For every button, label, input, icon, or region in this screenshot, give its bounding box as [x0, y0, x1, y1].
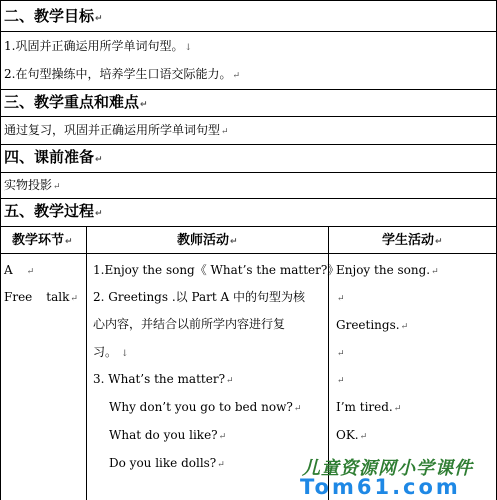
paragraph-mark: ↵ — [337, 376, 345, 386]
rule-goals-title — [0, 31, 497, 32]
paragraph-mark: ↵ — [337, 349, 345, 359]
paragraph-mark: ↵ — [431, 267, 439, 277]
goals-item-2-text: 2.在句型操练中，培养学生口语交际能力。 — [4, 67, 232, 81]
teacher-line-8 — [109, 457, 225, 470]
keypoints-heading-text: 三、教学重点和难点 — [4, 93, 140, 111]
teacher-line-6 — [109, 401, 301, 414]
teacher-line-7 — [109, 429, 226, 442]
teacher-line-3-text: 心内容，并结合以前所学内容进行复 — [93, 317, 286, 331]
stage-cell-line-1 — [4, 264, 34, 277]
preparation-heading-text: 四、课前准备 — [4, 148, 95, 166]
stage-cell-line-2 — [4, 291, 78, 304]
rule-keypoints-title — [0, 116, 497, 117]
preparation-text — [4, 179, 61, 192]
keypoints-heading — [4, 95, 148, 110]
teacher-line-5 — [93, 373, 234, 386]
paragraph-mark: ↵ — [435, 237, 443, 247]
paragraph-mark: ↵ — [217, 460, 225, 470]
teacher-line-1-text: 1.Enjoy the song《 What’s the matter?》 — [93, 263, 340, 277]
table-header-student — [382, 234, 443, 247]
table-header-student-text: 学生活动 — [382, 233, 435, 248]
table-header-teacher-text: 教师活动 — [177, 233, 230, 248]
teacher-line-4-text: 习。 — [93, 345, 118, 359]
paragraph-mark: ↵ — [218, 432, 227, 442]
paragraph-mark: ↵ — [95, 155, 103, 165]
border-left — [0, 0, 1, 500]
teacher-line-8-text: Do you like dolls? — [109, 456, 217, 470]
student-line-4 — [336, 429, 367, 442]
goals-item-1-text: 1.巩固并正确运用所学单词句型。 — [4, 39, 184, 53]
paragraph-mark: ↵ — [26, 267, 35, 277]
paragraph-mark: ↵ — [337, 294, 345, 304]
paragraph-mark: ↵ — [230, 237, 238, 247]
keypoints-text — [4, 124, 229, 137]
student-line-4-text: OK. — [336, 428, 359, 442]
stage-cell-talk: talk — [46, 290, 70, 304]
teacher-line-4 — [93, 346, 129, 359]
student-line-1 — [336, 264, 439, 277]
paragraph-mark: ↵ — [65, 237, 73, 247]
paragraph-mark: ↵ — [53, 182, 61, 192]
preparation-heading — [4, 150, 103, 165]
paragraph-mark: ↵ — [226, 376, 234, 386]
rule-goals-end — [0, 89, 497, 90]
paragraph-mark: ↵ — [95, 209, 103, 219]
goals-heading — [4, 9, 103, 24]
paragraph-mark: ↵ — [393, 404, 402, 414]
table-header-stage-text: 教学环节 — [12, 233, 65, 248]
watermark-line-1: 儿童资源网小学课件 — [302, 458, 473, 479]
paragraph-mark: ↵ — [70, 294, 78, 304]
teacher-line-5-text: 3. What’s the matter? — [93, 372, 226, 386]
rule-table-header — [0, 253, 497, 254]
teacher-line-6-text: Why don’t you go to bed now? — [109, 400, 293, 414]
rule-prep-end — [0, 198, 497, 199]
process-heading-text: 五、教学过程 — [4, 202, 95, 220]
teacher-line-1 — [93, 264, 339, 276]
watermark-line-2: Tom61.com — [300, 475, 461, 499]
preparation-text-value: 实物投影 — [4, 178, 53, 192]
paragraph-mark: ↵ — [95, 14, 103, 24]
table-header-stage — [12, 234, 73, 247]
paragraph-mark: ↓ — [184, 43, 192, 53]
student-line-empty-1 — [336, 291, 345, 304]
paragraph-mark: ↵ — [221, 127, 229, 137]
keypoints-text-value: 通过复习，巩固并正确运用所学单词句型 — [4, 123, 221, 137]
student-line-empty-2 — [336, 346, 345, 359]
rule-keypoints-end — [0, 144, 497, 145]
paragraph-mark: ↵ — [293, 404, 302, 414]
paragraph-mark: ↵ — [400, 322, 409, 332]
student-line-empty-3 — [336, 373, 345, 386]
rule-prep-title — [0, 172, 497, 173]
paragraph-mark: ↵ — [140, 100, 148, 110]
goals-item-1 — [4, 40, 192, 53]
student-line-1-text: Enjoy the song. — [336, 263, 431, 277]
table-col-divider-1 — [86, 226, 87, 500]
stage-cell-a: A — [4, 263, 13, 277]
student-line-3-text: I’m tired. — [336, 400, 393, 414]
student-line-2-text: Greetings. — [336, 318, 400, 332]
teacher-line-7-text: What do you like? — [109, 428, 218, 442]
paragraph-mark: ↓ — [121, 349, 129, 359]
student-line-3 — [336, 401, 401, 414]
paragraph-mark: ↵ — [359, 432, 368, 442]
paragraph-mark: ↵ — [232, 71, 240, 81]
rule-process-title — [0, 226, 497, 227]
teacher-line-2-text: 2. Greetings .以 Part A 中的句型为核 — [93, 290, 306, 304]
stage-cell-free: Free — [4, 290, 33, 304]
rule-top — [0, 0, 497, 1]
teacher-line-2 — [93, 291, 305, 303]
goals-item-2 — [4, 68, 240, 81]
goals-heading-text: 二、教学目标 — [4, 7, 95, 25]
teacher-line-3 — [93, 318, 285, 330]
process-heading — [4, 204, 103, 219]
student-line-2 — [336, 319, 408, 332]
table-header-teacher — [177, 234, 238, 247]
